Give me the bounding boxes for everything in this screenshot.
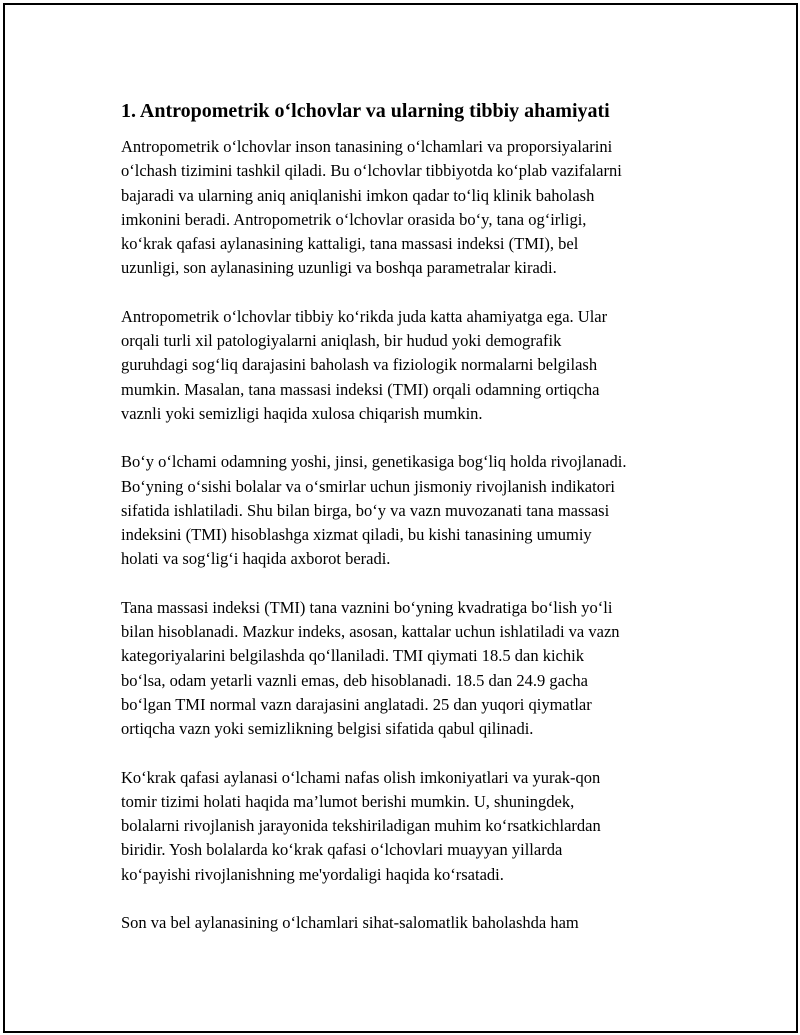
text-line: bajaradi va ularning aniq aniqlanishi imkon qadar to‘liq klinik baholash [121, 185, 595, 205]
text-line: holati va sog‘lig‘i haqida axborot beradi. [121, 549, 391, 569]
text-line: Antropometrik o‘lchovlar tibbiy ko‘rikda juda katta ahamiyatga ega. Ular [121, 306, 608, 326]
text-line: tomir tizimi holati haqida ma’lumot berishi mumkin. U, shuningdek, [121, 791, 575, 811]
text-line: bo‘lsa, odam yetarli vaznli emas, deb hisoblanadi. 18.5 dan 24.9 gacha [121, 670, 588, 690]
paragraph-1 [121, 135, 711, 281]
text-line: bo‘lgan TMI normal vazn darajasini anglatadi. 25 dan yuqori qiymatlar [121, 694, 592, 714]
text-line: uzunligi, son aylanasining uzunligi va boshqa parametralar kiradi. [121, 258, 557, 278]
text-line: indeksini (TMI) hisoblashga xizmat qiladi, bu kishi tanasining umumiy [121, 525, 592, 545]
text-line: imkonini beradi. Antropometrik o‘lchovlar orasida bo‘y, tana og‘irligi, [121, 209, 587, 229]
text-line: sifatida ishlatiladi. Shu bilan birga, bo‘y va vazn muvozanati tana massasi [121, 500, 610, 520]
paragraph-2 [121, 305, 711, 426]
text-line: bilan hisoblanadi. Mazkur indeks, asosan, kattalar uchun ishlatiladi va vazn [121, 622, 620, 642]
text-line: guruhdagi sog‘liq darajasini baholash va fiziologik normalarni belgilash [121, 355, 598, 375]
text-line: Son va bel aylanasining o‘lchamlari sihat-salomatlik baholashda ham [121, 913, 579, 933]
text-line: mumkin. Masalan, tana massasi indeksi (TMI) orqali odamning ortiqcha [121, 379, 600, 399]
text-line: ko‘krak qafasi aylanasining kattaligi, tana massasi indeksi (TMI), bel [121, 234, 579, 254]
text-line: bolalarni rivojlanish jarayonida tekshiriladigan muhim ko‘rsatkichlardan [121, 816, 601, 836]
paragraph-3 [121, 450, 711, 571]
paragraph-6 [121, 911, 711, 935]
text-line: Antropometrik o‘lchovlar inson tanasining o‘lchamlari va proporsiyalarini [121, 137, 613, 156]
text-line: vaznli yoki semizligi haqida xulosa chiqarish mumkin. [121, 403, 483, 423]
text-line: ortiqcha vazn yoki semizlikning belgisi sifatida qabul qilinadi. [121, 719, 534, 739]
text-line: Bo‘yning o‘sishi bolalar va o‘smirlar uchun jismoniy rivojlanish indikatori [121, 476, 616, 496]
text-line: ko‘payishi rivojlanishning me'yordaligi haqida ko‘rsatadi. [121, 864, 504, 884]
document-page [3, 3, 798, 1033]
document-body [121, 99, 711, 959]
text-line: kategoriyalarini belgilashda qo‘llaniladi. TMI qiymati 18.5 dan kichik [121, 646, 584, 666]
text-line: biridir. Yosh bolalarda ko‘krak qafasi o‘lchovlari muayyan yillarda [121, 840, 563, 860]
text-line: orqali turli xil patologiyalarni aniqlash, bir hudud yoki demografik [121, 331, 562, 351]
paragraph-5 [121, 766, 711, 887]
text-line: Tana massasi indeksi (TMI) tana vaznini bo‘yning kvadratiga bo‘lish yo‘li [121, 597, 613, 617]
paragraph-4 [121, 596, 711, 742]
section-heading: 1. Antropometrik o‘lchovlar va ularning tibbiy ahamiyati [121, 100, 610, 122]
text-line: Bo‘y o‘lchami odamning yoshi, jinsi, genetikasiga bog‘liq holda rivojlanadi. [121, 452, 627, 472]
text-line: o‘lchash tizimini tashkil qiladi. Bu o‘lchovlar tibbiyotda ko‘plab vazifalarni [121, 161, 622, 181]
text-line: Ko‘krak qafasi aylanasi o‘lchami nafas olish imkoniyatlari va yurak-qon [121, 767, 601, 787]
